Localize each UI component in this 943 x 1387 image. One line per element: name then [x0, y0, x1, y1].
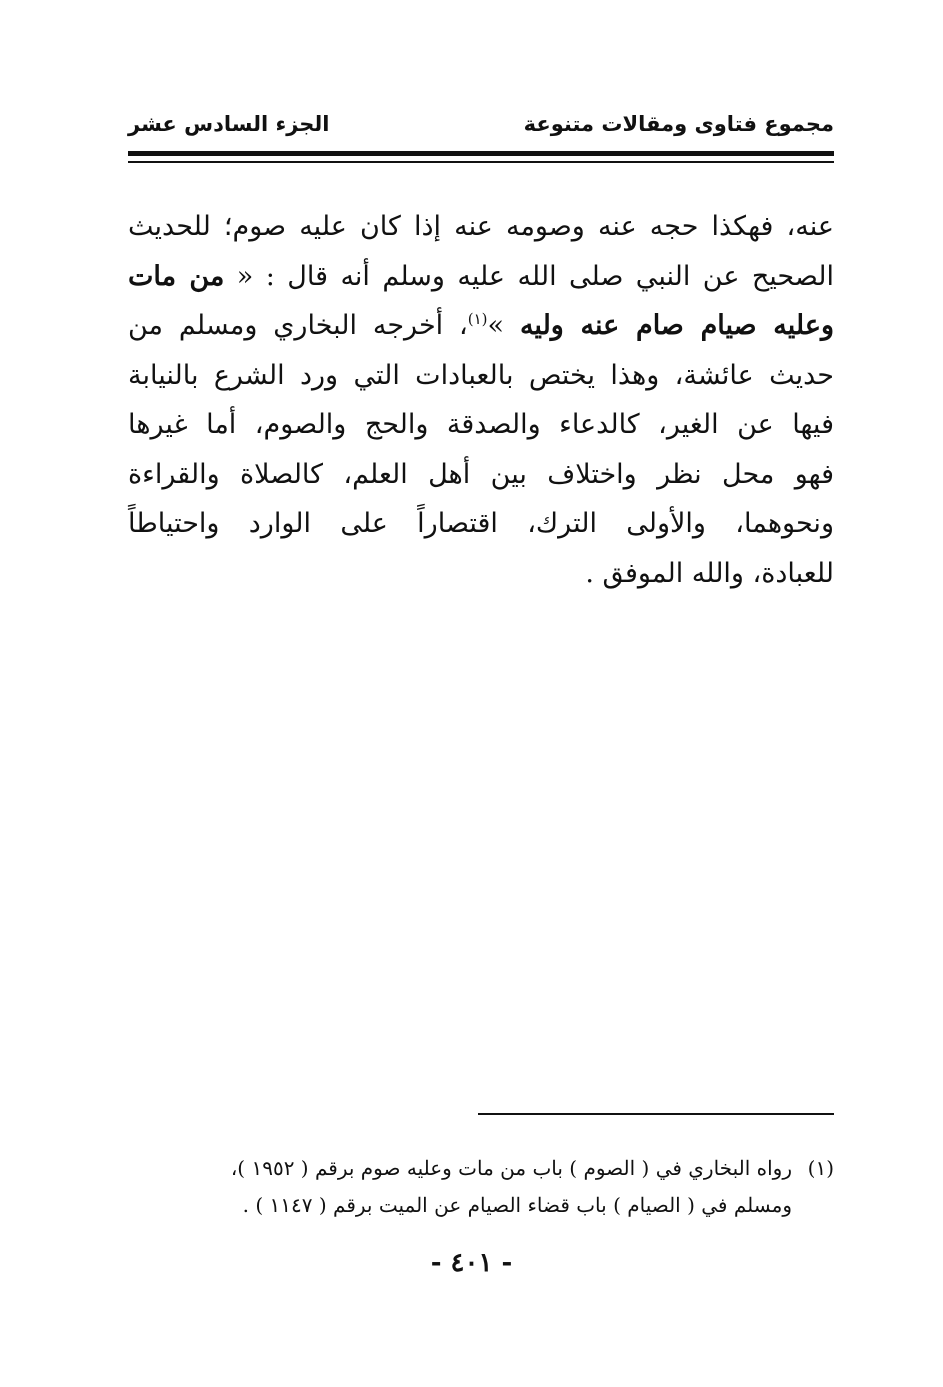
- quote-close-mark: »: [487, 310, 520, 341]
- footnote-reference[interactable]: (١): [467, 310, 488, 328]
- footnote-line-2-text: ومسلم في ( الصيام ) باب قضاء الصيام عن الميت برقم ( ١١٤٧ ) .: [242, 1193, 792, 1217]
- hadith-quote-part-1: من مات: [128, 260, 225, 292]
- body-line-5: [128, 400, 834, 450]
- body-line-8-text: للعبادة، والله الموفق .: [585, 557, 834, 589]
- book-title: مجموع فتاوى ومقالات متنوعة: [523, 112, 834, 136]
- body-line-6: [128, 450, 834, 500]
- body-line-2-text: الصحيح عن النبي صلى الله عليه وسلم أنه قال : «: [224, 260, 834, 292]
- volume-label: الجزء السادس عشر: [128, 112, 330, 136]
- hadith-quote-part-2: وعليه صيام صام عنه وليه: [519, 310, 835, 341]
- body-line-7-text: ونحوهما، والأولى الترك، اقتصاراً على الوارد واحتياطاً: [128, 508, 834, 539]
- body-line-1: [128, 202, 834, 252]
- body-line-6-text: فهو محل نظر واختلاف بين أهل العلم، كالصلاة والقراءة: [128, 458, 834, 490]
- body-text: [128, 202, 834, 598]
- running-header: [128, 112, 834, 146]
- footnote-line-1-text: رواه البخاري في ( الصوم ) باب من مات وعليه صوم برقم ( ١٩٥٢ )،: [230, 1156, 792, 1180]
- header-rule-thick: [128, 151, 834, 156]
- body-line-2: [128, 252, 834, 302]
- body-line-5-text: فيها عن الغير، كالدعاء والصدقة والحج والصوم، أما غيرها: [128, 409, 834, 440]
- page-number: - ٤٠١ -: [430, 1248, 513, 1278]
- body-line-3: [128, 301, 834, 351]
- footnote-line-2: [128, 1187, 834, 1224]
- footnote: [128, 1150, 834, 1224]
- body-line-4: [128, 351, 834, 401]
- body-line-3-tail: ، أخرجه البخاري ومسلم من: [128, 310, 468, 341]
- footnote-separator: [478, 1113, 834, 1115]
- body-line-7: [128, 499, 834, 549]
- footnote-number: (١): [807, 1156, 834, 1180]
- body-line-8: [128, 549, 834, 599]
- footnote-line-1: [128, 1150, 834, 1187]
- body-line-4-text: حديث عائشة، وهذا يختص بالعبادات التي ورد الشرع بالنيابة: [128, 359, 834, 391]
- body-line-1-text: عنه، فهكذا حجه عنه وصومه عنه إذا كان عليه صوم؛ للحديث: [128, 211, 834, 242]
- header-rule-thin: [128, 161, 834, 163]
